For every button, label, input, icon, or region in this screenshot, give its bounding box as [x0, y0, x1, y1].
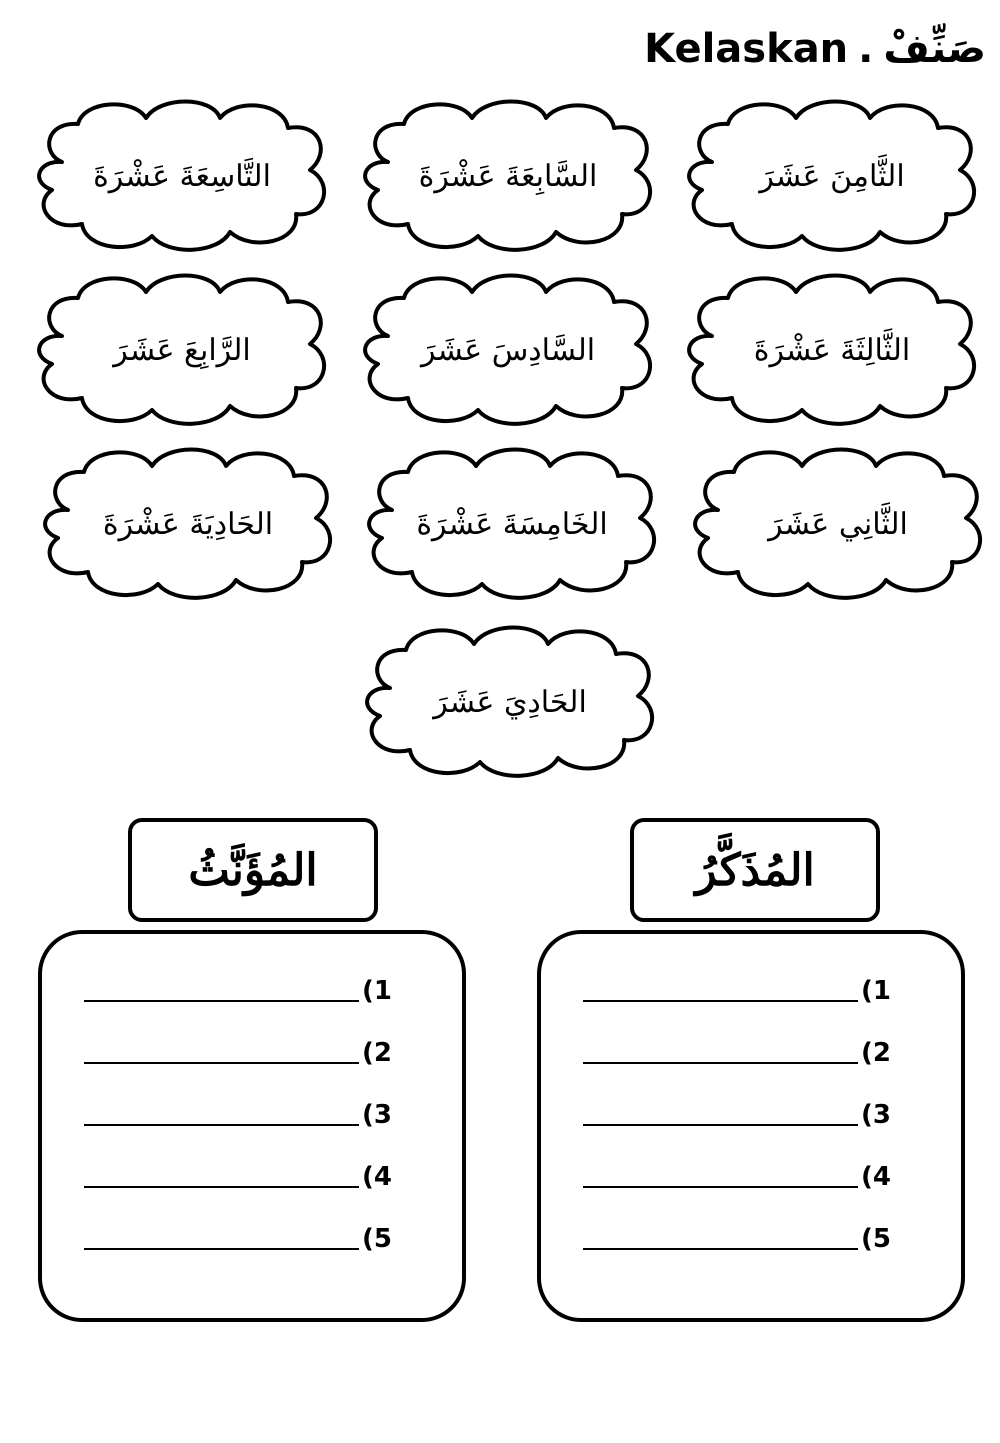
answer-number: (4	[861, 1162, 891, 1192]
masculine-header: المُذَكَّرُ	[630, 818, 880, 922]
answer-number: (3	[861, 1100, 891, 1130]
answer-line[interactable]	[583, 1226, 898, 1256]
answer-line[interactable]	[583, 1164, 898, 1194]
word-cloud-3[interactable]	[22, 92, 342, 262]
answer-number: (1	[861, 976, 891, 1006]
word-cloud-9[interactable]	[28, 440, 348, 610]
answer-blank[interactable]	[84, 1124, 359, 1126]
answer-line[interactable]	[583, 1102, 898, 1132]
cloud-word: السَّابِعَةَ عَشْرَةَ	[418, 159, 598, 194]
answer-blank[interactable]	[84, 1062, 359, 1064]
cloud-word: الثَّانِي عَشَرَ	[768, 507, 908, 542]
word-cloud-7[interactable]	[678, 440, 998, 610]
answer-number: (5	[362, 1224, 392, 1254]
cloud-word: الحَادِيَ عَشَرَ	[433, 685, 587, 720]
answer-blank[interactable]	[583, 1248, 858, 1250]
answer-line[interactable]	[84, 1102, 399, 1132]
answer-blank[interactable]	[84, 1186, 359, 1188]
cloud-word: الثَّالِثَةَ عَشْرَةَ	[753, 333, 911, 368]
word-cloud-2[interactable]	[348, 92, 668, 262]
word-cloud-1[interactable]	[672, 92, 992, 262]
answer-line[interactable]	[583, 978, 898, 1008]
answer-line[interactable]	[583, 1040, 898, 1070]
word-cloud-5[interactable]	[348, 266, 668, 436]
word-cloud-6[interactable]	[22, 266, 342, 436]
cloud-word: الثَّامِنَ عَشَرَ	[759, 159, 905, 194]
answer-blank[interactable]	[583, 1062, 858, 1064]
answer-blank[interactable]	[84, 1248, 359, 1250]
title-arabic: صَنِّفْ	[883, 26, 986, 72]
answer-number: (3	[362, 1100, 392, 1130]
answer-number: (2	[861, 1038, 891, 1068]
worksheet-title	[644, 26, 986, 72]
title-latin: Kelaskan	[644, 26, 849, 72]
cloud-word: التَّاسِعَةَ عَشْرَةَ	[93, 159, 271, 194]
answer-blank[interactable]	[583, 1186, 858, 1188]
word-cloud-10[interactable]	[350, 618, 670, 788]
answer-line[interactable]	[84, 978, 399, 1008]
answer-blank[interactable]	[84, 1000, 359, 1002]
cloud-word: الرَّابِعَ عَشَرَ	[113, 333, 251, 368]
title-separator: .	[858, 26, 874, 72]
masculine-answer-box	[537, 930, 965, 1322]
answer-number: (1	[362, 976, 392, 1006]
answer-number: (5	[861, 1224, 891, 1254]
answer-blank[interactable]	[583, 1124, 858, 1126]
answer-number: (4	[362, 1162, 392, 1192]
cloud-word: الخَامِسَةَ عَشْرَةَ	[416, 507, 608, 542]
feminine-header: المُؤَنَّثُ	[128, 818, 378, 922]
answer-line[interactable]	[84, 1040, 399, 1070]
feminine-answer-box	[38, 930, 466, 1322]
cloud-word: الحَادِيَةَ عَشْرَةَ	[102, 507, 274, 542]
answer-line[interactable]	[84, 1164, 399, 1194]
word-cloud-8[interactable]	[352, 440, 672, 610]
answer-blank[interactable]	[583, 1000, 858, 1002]
answer-number: (2	[362, 1038, 392, 1068]
word-cloud-4[interactable]	[672, 266, 992, 436]
answer-line[interactable]	[84, 1226, 399, 1256]
cloud-word: السَّادِسَ عَشَرَ	[420, 333, 596, 368]
